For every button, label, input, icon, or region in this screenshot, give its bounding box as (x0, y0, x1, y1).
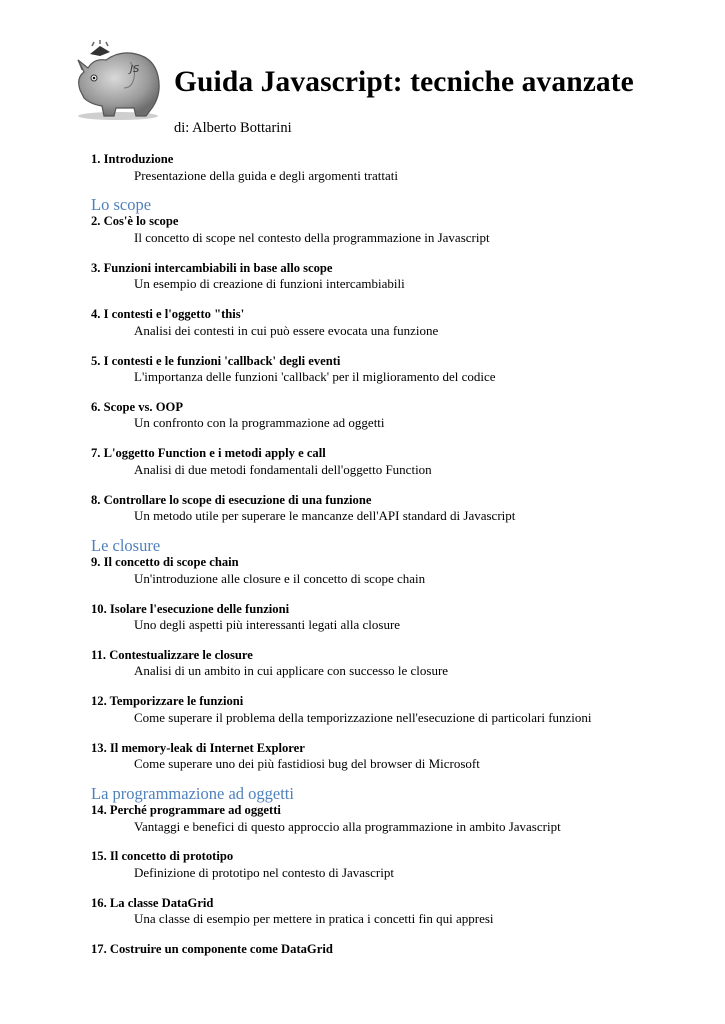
toc-entry-desc: Uno degli aspetti più interessanti legati alla closure (134, 617, 401, 633)
toc-entry-desc: L'importanza delle funzioni 'callback' per il miglioramento del codice (134, 369, 496, 385)
toc-entry-desc: Presentazione della guida e degli argomenti trattati (134, 167, 398, 183)
toc-entry (91, 694, 711, 725)
toc-entry (91, 354, 711, 385)
toc-entry-title: 7. L'oggetto Function e i metodi apply e call (91, 446, 326, 461)
toc-entry-title: 3. Funzioni intercambiabili in base allo scope (91, 260, 333, 275)
svg-text:JS: JS (130, 64, 140, 75)
toc-entry (91, 307, 711, 338)
toc-entry-title: 14. Perché programmare ad oggetti (91, 803, 281, 818)
section-heading: La programmazione ad oggetti (91, 784, 294, 804)
toc-entry (91, 152, 711, 183)
toc-entry (91, 214, 711, 245)
toc-entry-desc: Un esempio di creazione di funzioni intercambiabili (134, 276, 405, 292)
toc-entry-desc: Un confronto con la programmazione ad oggetti (134, 415, 385, 431)
section-heading: Lo scope (91, 195, 152, 215)
toc-entry-title: 13. Il memory-leak di Internet Explorer (91, 740, 305, 755)
toc-entry (91, 849, 711, 880)
toc-entry-desc: Analisi di due metodi fondamentali dell'oggetto Function (134, 461, 432, 477)
toc-entry-title: 8. Controllare lo scope di esecuzione di una funzione (91, 492, 372, 507)
author-line: di: Alberto Bottarini (174, 120, 292, 136)
toc-entry-desc: Il concetto di scope nel contesto della programmazione in Javascript (134, 229, 490, 245)
toc-entry-desc: Come superare uno dei più fastidiosi bug del browser di Microsoft (134, 756, 480, 772)
toc-entry-title: 4. I contesti e l'oggetto "this' (91, 307, 245, 322)
toc-entry-title: 9. Il concetto di scope chain (91, 555, 239, 570)
toc-entry-desc: Analisi di un ambito in cui applicare con successo le closure (134, 663, 449, 679)
table-of-contents (91, 152, 711, 973)
toc-entry-title: 2. Cos'è lo scope (91, 214, 179, 229)
toc-entry-title: 11. Contestualizzare le closure (91, 647, 253, 662)
toc-entry-title: 5. I contesti e le funzioni 'callback' degli eventi (91, 353, 341, 368)
toc-entry (91, 803, 711, 834)
toc-entry-desc: Un'introduzione alle closure e il concetto di scope chain (134, 570, 426, 586)
toc-entry (91, 896, 711, 927)
toc-entry-desc: Definizione di prototipo nel contesto di Javascript (134, 864, 394, 880)
toc-entry (91, 446, 711, 477)
toc-entry (91, 942, 711, 958)
toc-entry-desc: Vantaggi e benefici di questo approccio alla programmazione in ambito Javascript (134, 818, 561, 834)
toc-entry (91, 555, 711, 586)
section-heading: Le closure (91, 536, 161, 556)
toc-entry-title: 15. Il concetto di prototipo (91, 849, 234, 864)
toc-entry-title: 1. Introduzione (91, 152, 174, 166)
toc-entry-title: 6. Scope vs. OOP (91, 399, 184, 414)
toc-entry-title: 16. La classe DataGrid (91, 895, 214, 910)
toc-entry-title: 10. Isolare l'esecuzione delle funzioni (91, 601, 290, 616)
toc-entry-desc: Un metodo utile per superare le mancanze dell'API standard di Javascript (134, 508, 516, 524)
toc-entry (91, 261, 711, 292)
toc-entry-desc: Analisi dei contesti in cui può essere evocata una funzione (134, 322, 439, 338)
toc-entry (91, 493, 711, 524)
toc-entry-title: 12. Temporizzare le funzioni (91, 694, 244, 709)
toc-entry (91, 648, 711, 679)
rhino-js-mascot-icon (70, 38, 166, 122)
toc-entry (91, 741, 711, 772)
page-title: Guida Javascript: tecniche avanzate (174, 66, 634, 98)
toc-entry (91, 400, 711, 431)
toc-entry-desc: Una classe di esempio per mettere in pratica i concetti fin qui appresi (134, 911, 494, 927)
toc-entry-desc: Come superare il problema della temporizzazione nell'esecuzione di particolari funzioni (134, 709, 592, 725)
toc-entry-title: 17. Costruire un componente come DataGrid (91, 942, 333, 957)
toc-entry (91, 602, 711, 633)
